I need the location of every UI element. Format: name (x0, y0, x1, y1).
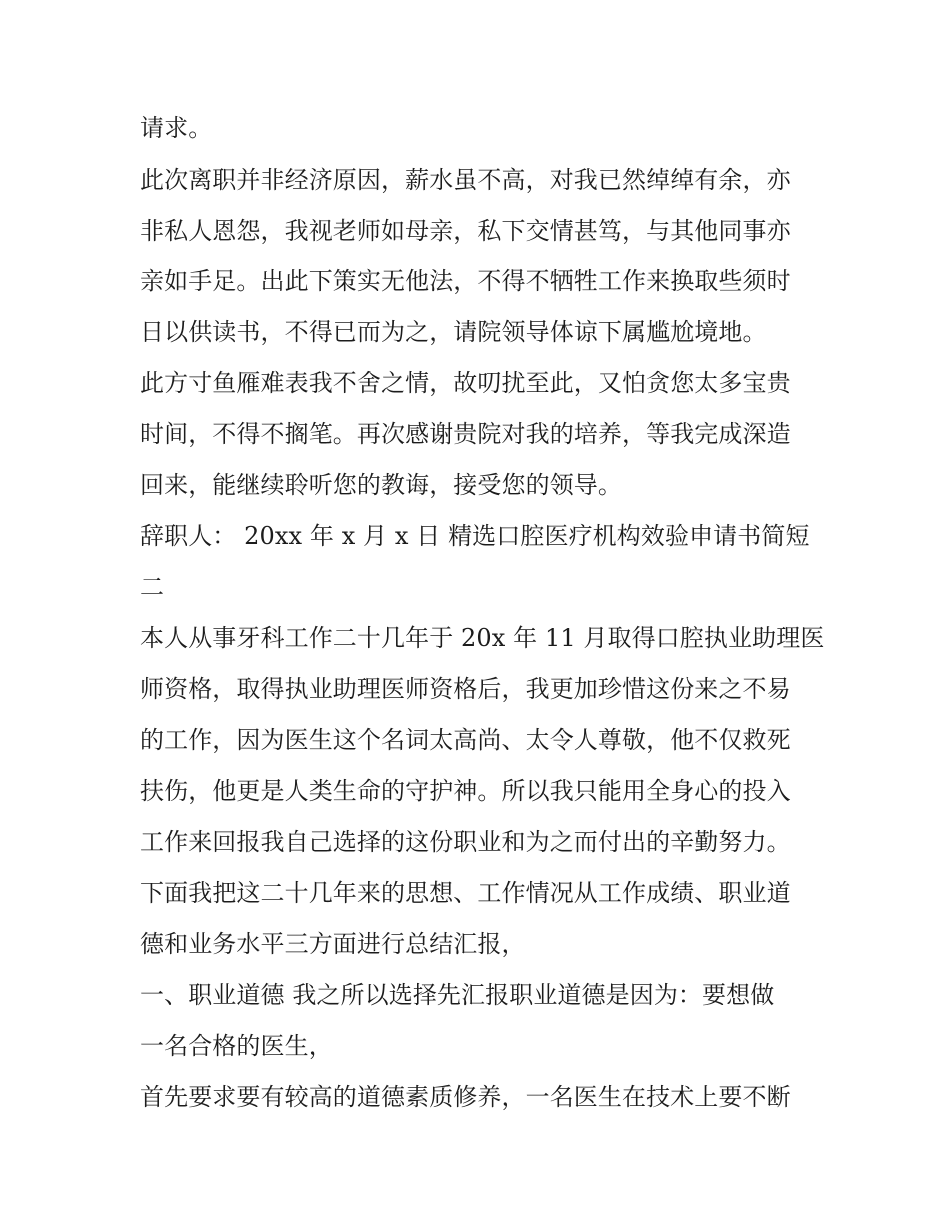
text-line: 下面我把这二十几年来的思想、工作情况从工作成绩、职业道 (140, 879, 791, 907)
text-line: 扶伤，他更是人类生命的守护神。所以我只能用全身心的投入 (140, 777, 791, 805)
text-line: 请求。 (140, 114, 213, 142)
text-line: 一、职业道德 我之所以选择先汇报职业道德是因为：要想做 (140, 981, 775, 1009)
text-line: 的工作，因为医生这个名词太高尚、太令人尊敬，他不仅救死 (140, 726, 791, 754)
text-line: 非私人恩怨，我视老师如母亲，私下交情甚笃，与其他同事亦 (140, 217, 791, 245)
text-line: 一名合格的医生， (140, 1032, 333, 1060)
text-line: 时间，不得不搁笔。再次感谢贵院对我的培养，等我完成深造 (140, 420, 791, 448)
text-line: 此方寸鱼雁难表我不舍之情，故叨扰至此，又怕贪您太多宝贵 (140, 369, 791, 397)
text-line: 二 (140, 573, 165, 601)
text-line: 本人从事牙科工作二十几年于 20x 年 11 月取得口腔执业助理医 (140, 624, 825, 652)
text-line: 回来，能继续聆听您的教诲，接受您的领导。 (140, 471, 622, 499)
text-line: 首先要求要有较高的道德素质修养，一名医生在技术上要不断 (140, 1083, 791, 1111)
text-line: 师资格，取得执业助理医师资格后，我更加珍惜这份来之不易 (140, 675, 791, 703)
text-line: 亲如手足。出此下策实无他法，不得不牺牲工作来换取些须时 (140, 267, 791, 295)
text-line: 辞职人： 20xx 年 x 月 x 日 精选口腔医疗机构效验申请书简短 (140, 522, 810, 550)
text-line: 工作来回报我自己选择的这份职业和为之而付出的辛勤努力。 (140, 828, 791, 856)
text-line: 此次离职并非经济原因，薪水虽不高，对我已然绰绰有余，亦 (140, 166, 791, 194)
text-line: 德和业务水平三方面进行总结汇报， (140, 930, 526, 958)
text-line: 日以供读书，不得已而为之，请院领导体谅下属尴尬境地。 (140, 318, 767, 346)
